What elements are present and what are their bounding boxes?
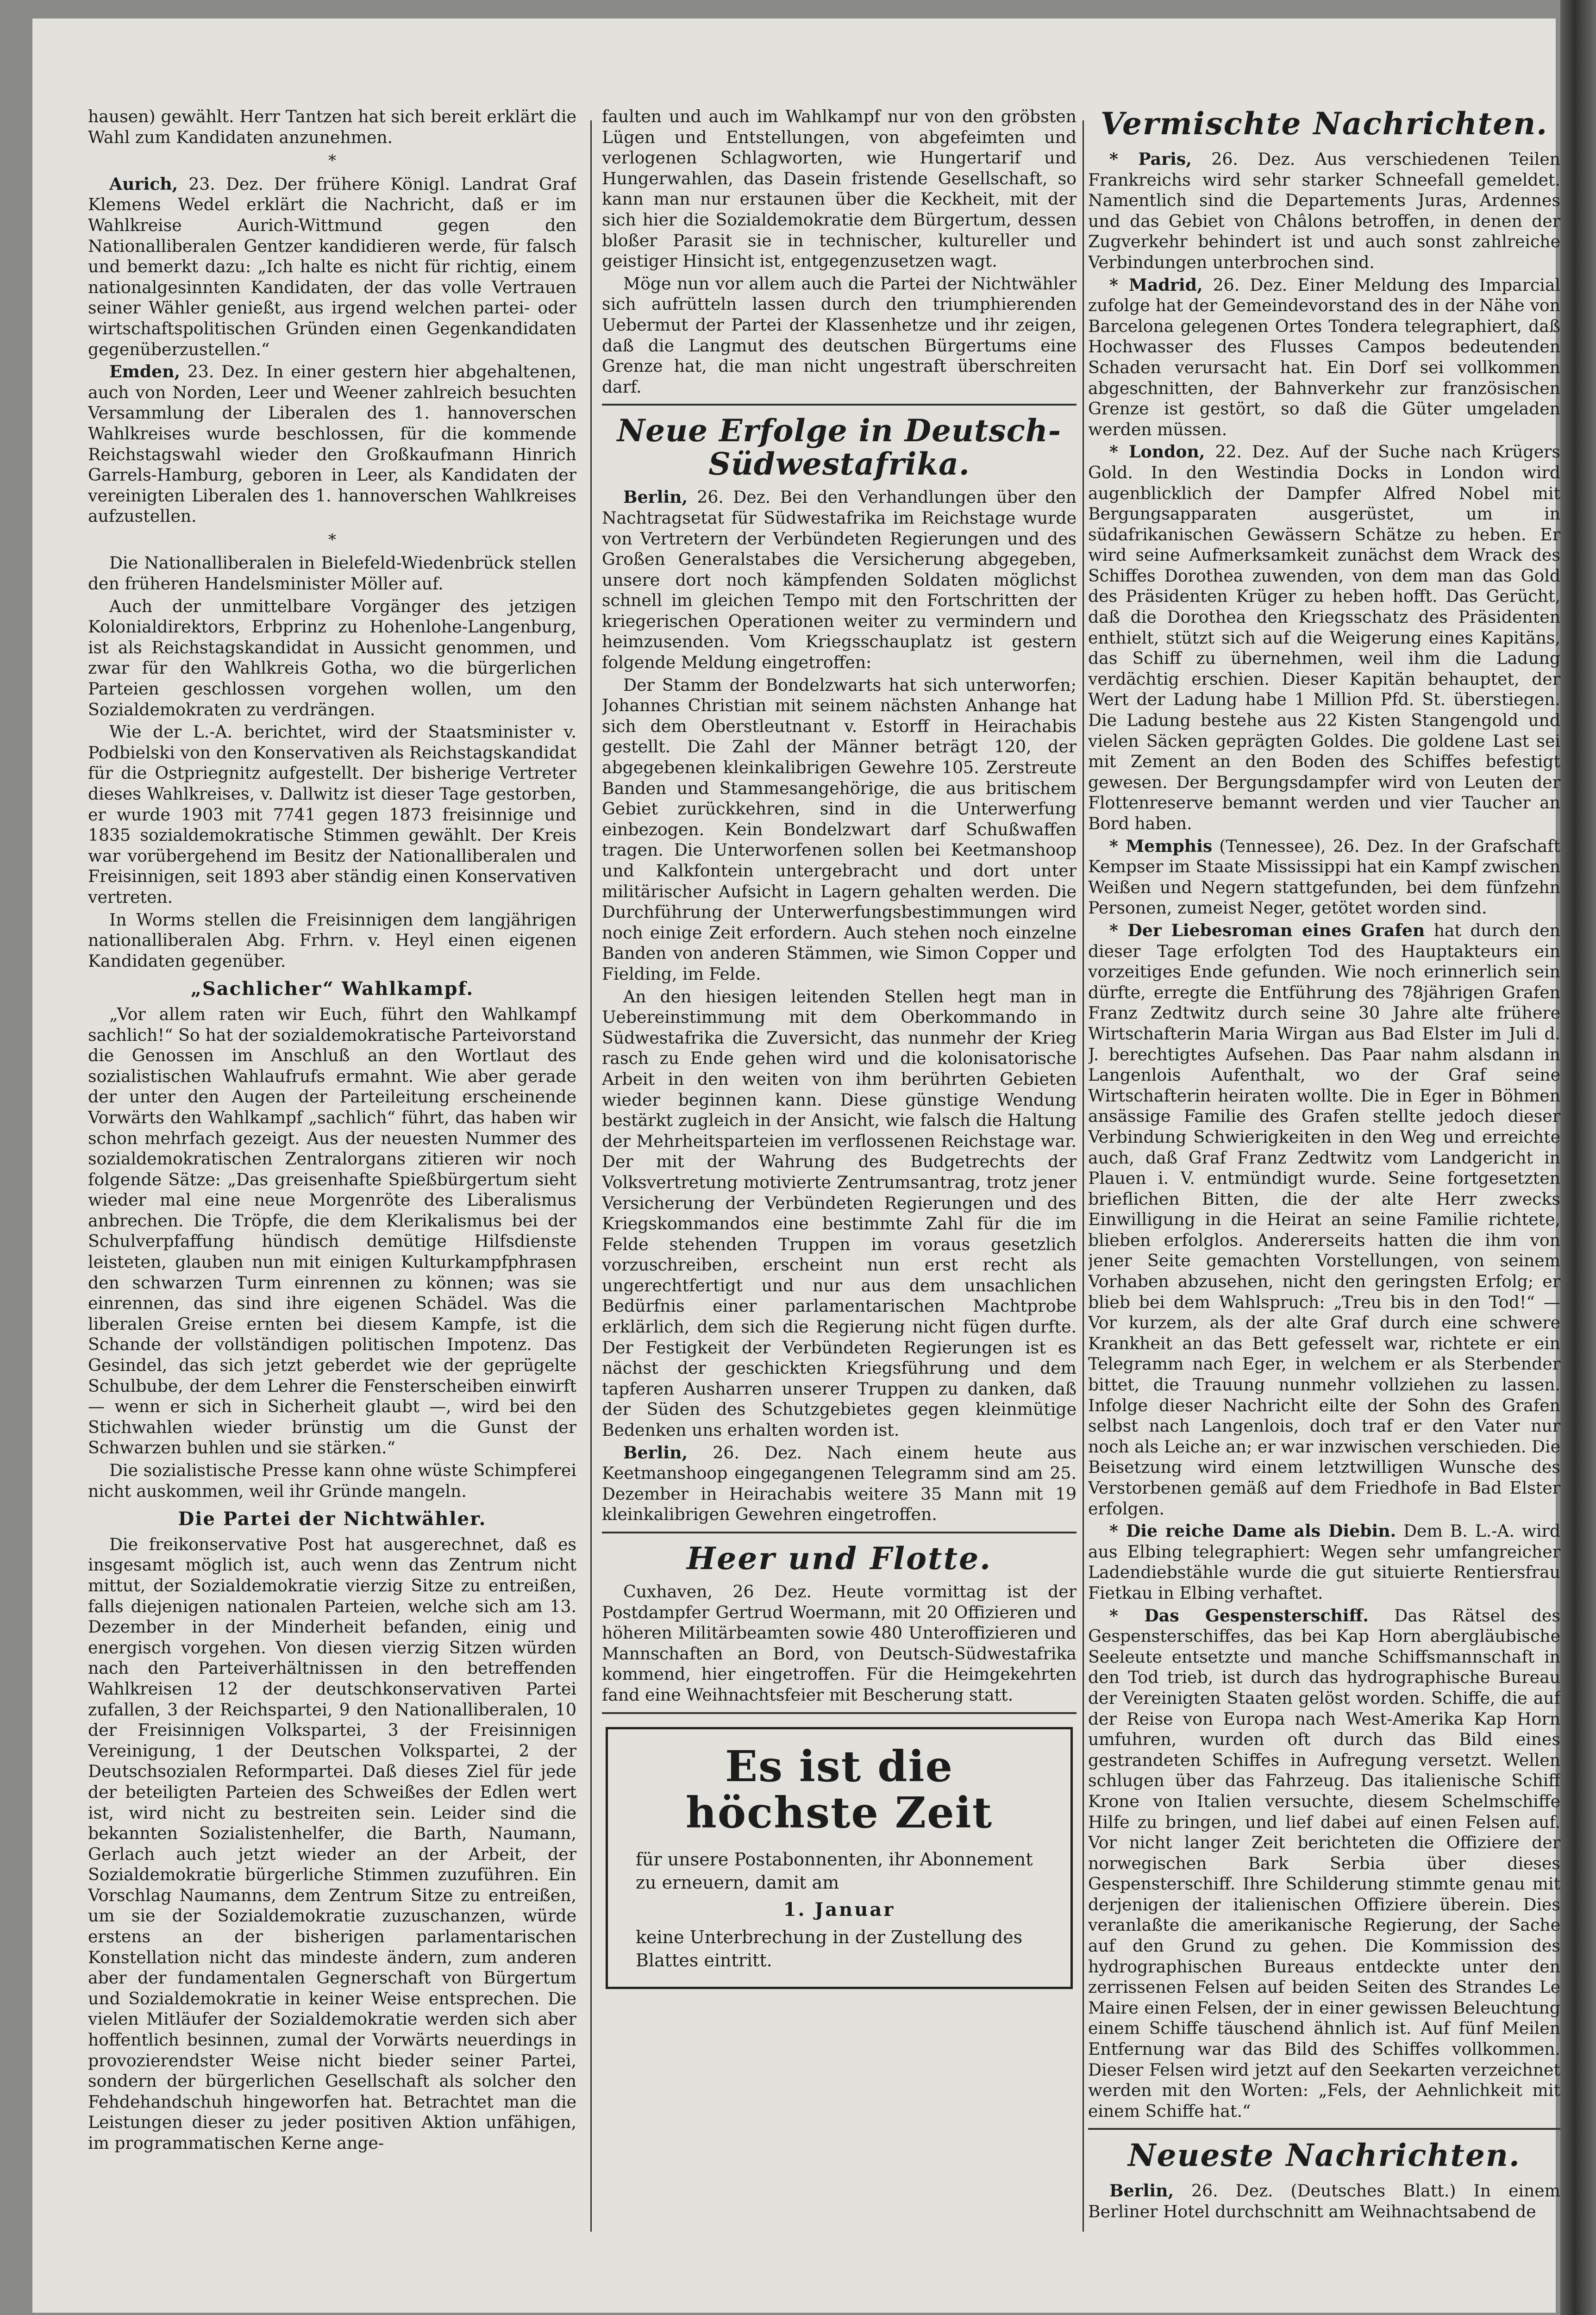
dateline-city: * Paris, <box>1109 149 1192 169</box>
section-rule <box>602 404 1077 406</box>
article-paragraph <box>1088 920 1560 1519</box>
article-text: (Tennessee), 26. Dez. In der Grafschaft Kempser im Staate Mississippi hat ein Kampf zwischen Weißen und Negern stattgefunden, bei dem fünfzehn Personen, zumeist Neger, getötet worden sind. <box>1088 836 1560 918</box>
article-paragraph: Die freikonservative Post hat ausgerechnet, daß es insgesamt möglich ist, auch wenn das Zentrum nicht mittut, der Sozialdemokratie vierzig Sitze zu entreißen, falls diejenigen nationalen Parteien, welche sich am 13. Dezember in der Minderheit befanden, einig und energisch vorgehen. Von diesen vierzig Sitzen würden nach den Parteiverhältnissen in den betreffenden Wahlkreisen 12 der deutschkonservativen Partei zufallen, 3 der Reichspartei, 9 den Nationalliberalen, 10 der Freisinnigen Volkspartei, 3 der Freisinnigen Vereinigung, 1 der Deutschen Volkspartei, 2 der Deutschsozialen Reformpartei. Daß dieses Ziel für jede der beteiligten Parteien des Schweißes der Edlen wert ist, wird nicht zu bestreiten sein. Leider sind die bekannten Sozialistenhelfer, die Barth, Naumann, Gerlach auch jetzt wieder an der Arbeit, der Sozialdemokratie bürgerliche Stimmen zuzuführen. Ein Vorschlag Naumanns, dem Zentrum Sitze zu entreißen, um sie der Sozialdemokratie zuzuschanzen, würde erstens an der bisherigen parlamentarischen Konstellation nicht das mindeste ändern, zum anderen aber der fundamentalen Gegnerschaft von Bürgertum und Sozialdemokratie in keiner Weise entsprechen. Die vielen Mitläufer der Sozialdemokratie werden sich aber hoffentlich besinnen, zumal der Vorwärts neuerdings in provozierendster Weise nicht bieder seiner Partei, sondern der bürgerlichen Gesellschaft als solcher den Fehdehandschuh hingeworfen hat. Betrachtet man die Leistungen dieser zu jeder positiven Aktion unfähigen, im programmatischen Kerne ange- <box>88 1534 576 2153</box>
section-heading: Neue Erfolge in Deutsch-Südwestafrika. <box>617 413 1062 482</box>
column-right <box>1088 106 1560 2255</box>
article-paragraph <box>602 1443 1077 1525</box>
article-text: 26. Dez. Einer Meldung des Imparcial zufolge hat der Gemeindevorstand des in der Nähe von Barcelona gelegenen Ortes Tondera telegraphiert, daß Hochwasser des Flusses Campos bedeutenden Schaden verursacht hat. Ein Dorf sei vollkommen abgeschnitten, der Bahnverkehr zur französischen Grenze ist gestört, so daß die Güter umgeladen werden müssen. <box>1088 275 1560 439</box>
article-paragraph: Die sozialistische Presse kann ohne wüste Schimpferei nicht auskommen, weil ihr Gründe mangeln. <box>88 1460 576 1501</box>
article-paragraph: hausen) gewählt. Herr Tantzen hat sich bereit erklärt die Wahl zum Kandidaten anzunehmen. <box>88 106 576 147</box>
subscription-notice-box <box>606 1727 1073 1990</box>
dateline-city: Berlin, <box>1109 2181 1174 2201</box>
dateline-city: Berlin, <box>623 1442 688 1463</box>
dateline-city: Cuxhaven, <box>623 1582 713 1602</box>
article-paragraph <box>1088 149 1560 273</box>
section-heading: Heer und Flotte. <box>686 1540 992 1577</box>
article-paragraph: Auch der unmittelbare Vorgänger des jetzigen Kolonialdirektors, Erbprinz zu Hohenlohe-Langenburg, ist als Reichstagskandidat in Aussicht genommen, und zwar für den Wahlkreis Gotha, wo die bürgerlichen Parteien geschlossen vorgehen wollen, um den Sozialdemokraten zu verdrängen. <box>88 596 576 720</box>
section-heading: Neueste Nachrichten. <box>1128 2137 1521 2174</box>
article-paragraph: „Vor allem raten wir Euch, führt den Wahlkampf sachlich!“ So hat der sozialdemokratische Parteivorstand die Genossen im Anschluß an den Wortlaut des sozialistischen Wahlaufrufs ermahnt. Wie aber gerade der unter den Augen der Parteileitung erscheinende Vorwärts den Wahlkampf „sachlich“ führt, das haben wir schon mehrfach gezeigt. Aus der neuesten Nummer des sozialdemokratischen Zentralorgans zitieren wir noch folgende Sätze: „Das greisenhafte Spießbürgertum sieht wieder mal eine neue Morgenröte des Liberalismus anbrechen. Die Tröpfe, die dem Klerikalismus bei der Schulverpfaffung hündisch demütige Hilfsdienste leisteten, glauben nun mit einigen Kulturkampfphrasen den schwarzen Turm einrennen zu können; was sie einrennen, das sind ihre eigenen Schädel. Was die liberalen Greise ernten bei diesem Kampfe, ist die Schande der vollständigen politischen Impotenz. Das Gesindel, das sich jetzt geberdet wie der geprügelte Schulbube, der dem Lehrer die Fensterscheiben einwirft — wenn er sich in Sicherheit glaubt —, wird bei den Stichwahlen wieder brünstig um die Gunst der Schwarzen buhlen und sie stärken.“ <box>88 1004 576 1458</box>
article-paragraph: Möge nun vor allem auch die Partei der Nichtwähler sich aufrütteln lassen durch den triumphierenden Uebermut der Partei der Klassenhetze und ihr zeigen, daß die Langmut des deutschen Bürgertums eine Grenze hat, die man nicht ungestraft überschreiten darf. <box>602 273 1077 397</box>
dateline-city: * Memphis <box>1109 836 1213 856</box>
article-text: hat durch den dieser Tage erfolgten Tod des Hauptakteurs ein vorzeitiges Ende gefunden. Wie noch erinnerlich sein dürfte, erregte die Entführung des 78jährigen Grafen Franz Zedtwitz durch seine 30 Jahre alte frühere Wirtschafterin Maria Wirgan aus Bad Elster im Juli d. J. berechtigtes Aufsehen. Das Paar nahm alsdann in Langenlois Aufenthalt, wo der Graf seine Wirtschafterin heiraten wollte. Die in Eger in Böhmen ansässige Familie des Grafen stellte jedoch dieser Verbindung Schwierigkeiten in den Weg und erreichte auch, daß Graf Franz Zedtwitz vom Landgericht in Plauen i. V. entmündigt wurde. Seine fortgesetzten brieflichen Bitten, die der alte Herr zwecks Einwilligung in die Heirat an seine Familie richtete, blieben erfolglos. Andererseits hatten die ihm von jener Seite gemachten Vorstellungen, von seinem Vorhaben abzusehen, nicht den geringsten Erfolg; er blieb bei dem Wahlspruch: „Treu bis in den Tod!“ — Vor kurzem, als der alte Graf durch eine schwere Krankheit an das Bett gefesselt war, richtete er ein Telegramm nach Eger, in welchem er als Sterbender bittet, die Trauung nunmehr vollziehen zu lassen. Infolge dieser Nachricht eilte der Sohn des Grafen selbst nach Langenlois, doch traf er den Vater nur noch als Leiche an; er war inzwischen verschieden. Die Beisetzung wird einem letztwilligen Wunsche des Verstorbenen gemäß auf dem Friedhofe in Bad Elster erfolgen. <box>1088 920 1560 1519</box>
article-paragraph: An den hiesigen leitenden Stellen hegt man in Uebereinstimmung mit dem Oberkommando in Südwestafrika die Zuversicht, das nunmehr der Krieg rasch zu Ende gehen wird und die kolonisatorische Arbeit in den weiten von ihm berührten Gebieten wieder beginnen kann. Diese günstige Wendung bestärkt zugleich in der Ansicht, wie falsch die Haltung der Mehrheitsparteien im verflossenen Reichstage war. Der mit der Wahrung des Budgetrechts der Volksvertretung motivierte Zentrumsantrag, trotz jener Versicherung der Verbündeten Regierungen und des Kriegskommandos eine bestimmte Zahl für die im Felde stehenden Truppen im voraus gesetzlich vorzuschreiben, erscheint nun erst recht als ungerechtfertigt und nur aus dem unsachlichen Bedürfnis einer parlamentarischen Machtprobe erklärlich, dem sich die Regierung nicht fügen durfte. Der Festigkeit der Verbündeten Regierungen ist es nächst der geschickten Kriegsführung und dem tapferen Ausharren unserer Truppen zu danken, daß der Süden des Schutzgebietes gegen kleinmütige Bedenken uns erhalten worden ist. <box>602 986 1077 1440</box>
article-text: 23. Dez. Der frühere Königl. Landrat Graf Klemens Wedel erklärt die Nachricht, daß er im Wahlkreise Aurich-Wittmund gegen den Nationalliberalen Gentzer kandidieren werde, für falsch und bemerkt dazu: „Ich halte es nicht für richtig, einem nationalgesinnten Kandidaten, der das volle Vertrauen seiner Wähler genießt, aus irgend welchen partei- oder wirtschaftspolitischen Gründen einen Gegenkandidaten gegenüberzustellen.“ <box>88 174 576 359</box>
notice-title: Es ist die höchste Zeit <box>685 1741 993 1838</box>
article-paragraph <box>88 174 576 360</box>
article-text: 26 Dez. Heute vormittag ist der Postdampfer Gertrud Woermann, mit 20 Offizieren und höheren Militärbeamten sowie 480 Unteroffizieren und Mannschaften an Bord, von Deutsch-Südwestafrika kommend, hier eingetroffen. Für die Heimgekehrten fand eine Weihnachtsfeier mit Bescherung statt. <box>602 1582 1077 1705</box>
dateline-city: Emden, <box>109 362 181 382</box>
article-text: 23. Dez. In einer gestern hier abgehaltenen, auch von Norden, Leer und Weener zahlreich besuchten Versammlung der Liberalen des 1. hannoverschen Wahlkreises wurde beschlossen, für die kommende Reichstagswahl wieder den Großkaufmann Hinrich Garrels-Hamburg, geboren in Leer, als Kandidaten der vereinigten Liberalen des 1. hannoverschen Wahlkreises aufzustellen. <box>88 362 576 526</box>
notice-date: 1. Januar <box>783 1898 895 1921</box>
section-subheading: „Sachlicher“ Wahlkampf. <box>190 978 474 1000</box>
dateline-city: * Madrid, <box>1109 275 1203 295</box>
section-rule <box>602 1532 1077 1533</box>
page-binding-edge <box>1560 0 1596 2315</box>
dateline-city: Berlin, <box>623 487 688 507</box>
article-paragraph <box>1088 1521 1560 1603</box>
article-text: Das Rätsel des Gespensterschiffes, das bei Kap Horn abergläubische Seeleute entsetzte und manche Schiffsmannschaft in den Tod trieb, ist durch das hydrographische Bureau der Vereinigten Staaten gelöst worden. Schiffe, die auf der Reise von Europa nach West-Amerika Kap Horn umfuhren, wurden oft durch das Bild eines gestrandeten Schiffes in Aufregung versetzt. Wellen schlugen über das Fahrzeug. Das italienische Schiff Krone von Italien versuchte, diesem Schelmschiffe Hilfe zu bringen, und lief dabei auf einen Felsen auf. Vor nicht langer Zeit berichteten die Offiziere der norwegischen Bark Serbia über dieses Gespensterschiff. Ihre Schilderung stimmte genau mit derjenigen der italienischen Offiziere überein. Dies veranlaßte die amerikanische Regierung, der Sache auf den Grund zu gehen. Die Kommission des hydrographischen Bureaus entdeckte unter den zerrissenen Felsen auf beiden Seiten des Strandes Le Maire einen Felsen, der in einer gewissen Beleuchtung einem Schiffe täuschend ähnlich ist. Auf fünf Meilen Entfernung war das Bild des Schiffes vollkommen. Dieser Felsen wird jetzt auf den Seekarten verzeichnet werden mit den Worten: „Fels, der Aehnlichkeit mit einem Schiffe hat.“ <box>1088 1605 1560 2121</box>
article-paragraph: faulten und auch im Wahlkampf nur von den gröbsten Lügen und Entstellungen, von abgefeimten und verlogenen Schlagworten, wie Hungertarif und Hungerwahlen, das Dasein fristende Gesellschaft, so kann man nur erstaunen über die Keckheit, mit der sich hier die Sozialdemokratie dem Bürgertum, dessen bloßer Parasit sie in technischer, kultureller und geistiger Hinsicht ist, entgegenzusetzen wagt. <box>602 106 1077 271</box>
column-middle <box>602 106 1077 2255</box>
notice-text: für unsere Postabonnenten, ihr Abonnement zu erneuern, damit am <box>636 1849 1033 1893</box>
article-text: 26. Dez. Nach einem heute aus Keetmanshoop eingegangenen Telegramm sind am 25. Dezember in Heirachabis weitere 35 Mann mit 19 kleinkalibrigen Gewehren eingetroffen. <box>602 1442 1077 1525</box>
article-text: 26. Dez. (Deutsches Blatt.) In einem Berliner Hotel durchschnitt am Weihnachtsabend de <box>1088 2181 1560 2221</box>
column-divider <box>1083 120 1084 2232</box>
article-paragraph <box>602 487 1077 673</box>
article-text: 26. Dez. Bei den Verhandlungen über den Nachtragsetat für Südwestafrika im Reichstage wurde von Vertretern der Verbündeten Regierungen und des Großen Generalstabes die Versicherung abgegeben, unsere dort noch kämpfenden Soldaten möglichst schnell im gleichen Tempo mit den Fortschritten der kriegerischen Operationen weiter zu vermindern und heimzusenden. Vom Kriegsschauplatz ist gestern folgende Meldung eingetroffen: <box>602 487 1077 673</box>
article-paragraph: Der Stamm der Bondelzwarts hat sich unterworfen; Johannes Christian mit seinem nächsten Anhange hat sich dem Oberstleutnant v. Estorff in Heirachabis gestellt. Die Zahl der Männer beträgt 120, der abgegebenen kleinkalibrigen Gewehre 105. Zerstreute Banden und Stammesangehörige, die aus britischem Gebiet zurückkehren, sind in die Unterwerfung einbezogen. Kein Bondelzwart darf Schußwaffen tragen. Die Unterworfenen sollen bei Keetmanshoop und Kalkfontein untergebracht und dort unter militärischer Aufsicht in Lagern gehalten werden. Die Durchführung der Unterwerfungsbestimmungen wird noch einige Zeit erfordern. Auch stehen noch einzelne Banden von anderen Stämmen, wie Simon Copper und Fielding, im Felde. <box>602 675 1077 984</box>
article-text: 22. Dez. Auf der Suche nach Krügers Gold. In den Westindia Docks in London wird augenblicklich der Dampfer Alfred Nobel mit Bergungsapparaten ausgerüstet, um in südafrikanischen Gewässern Schätze zu heben. Er wird seine Aufmerksamkeit zunächst dem Wrack des Schiffes Dorothea zuwenden, von dem man das Gold des Präsidenten Krüger zu heben hofft. Das Gerücht, daß die Dorothea den Kriegsschatz des Präsidenten enthielt, stützt sich auf die Weigerung eines Kapitäns, das Schiff zu übernehmen, weil ihm die Ladung verdächtig erschien. Dieser Kapitän behauptet, der Wert der Ladung habe 1 Million Pfd. St. überstiegen. Die Ladung bestehe aus 22 Kisten Stangengold und vielen Säcken geprägten Goldes. Die goldene Last sei mit Zement an den Boden des Schiffes befestigt gewesen. Der Bergungsdampfer wird von Leuten der Flottenreserve bemannt werden und vier Taucher an Bord haben. <box>1088 442 1560 833</box>
article-text: 26. Dez. Aus verschiedenen Teilen Frankreichs wird sehr starker Schneefall gemeldet. Namentlich sind die Departements Juras, Ardennes und das Gebiet von Châlons betroffen, in denen der Zugverkehr behindert ist und auch sonst zahlreiche Verbindungen unterbrochen sind. <box>1088 149 1560 272</box>
column-left <box>88 106 576 2255</box>
section-subheading: Die Partei der Nichtwähler. <box>178 1508 487 1530</box>
item-title: * Der Liebesroman eines Grafen <box>1109 920 1425 940</box>
article-paragraph <box>1088 442 1560 834</box>
section-heading: Vermischte Nachrichten. <box>1100 106 1548 142</box>
item-title: * Das Gespensterschiff. <box>1109 1605 1369 1626</box>
article-paragraph: Wie der L.-A. berichtet, wird der Staatsminister v. Podbielski von den Konservativen als Reichstagskandidat für die Ostpriegnitz aufgestellt. Der bisherige Vertreter dieses Wahlkreises, v. Dallwitz ist dieser Tage gestorben, er wurde 1903 mit 7741 gegen 1873 freisinnige und 1835 sozialdemokratische Stimmen gewählt. Der Kreis war vorübergehend im Besitz der Nationalliberalen und Freisinnigen, seit 1893 aber ständig einen Konservativen vertreten. <box>88 722 576 907</box>
article-paragraph <box>1088 1606 1560 2122</box>
item-title: * Die reiche Dame als Diebin. <box>1109 1521 1396 1541</box>
article-paragraph <box>1088 2181 1560 2222</box>
separator-star: * <box>328 151 336 170</box>
dateline-city: * London, <box>1109 442 1205 462</box>
article-paragraph <box>1088 275 1560 440</box>
dateline-city: Aurich, <box>109 174 178 194</box>
article-paragraph <box>1088 836 1560 919</box>
column-divider <box>590 120 592 2232</box>
notice-text: keine Unterbrechung in der Zustellung des Blattes eintritt. <box>636 1927 1023 1971</box>
article-text: Dem B. L.-A. wird aus Elbing telegraphiert: Wegen sehr umfangreicher Ladendiebstähle wurde die gut situierte Rentiersfrau Fietkau in Elbing verhaftet. <box>1088 1521 1560 1603</box>
article-paragraph: In Worms stellen die Freisinnigen dem langjährigen nationalliberalen Abg. Frhrn. v. Heyl einen eigenen Kandidaten gegenüber. <box>88 909 576 971</box>
section-rule <box>602 1712 1077 1714</box>
article-paragraph: Die Nationalliberalen in Bielefeld-Wiedenbrück stellen den früheren Handelsminister Möller auf. <box>88 553 576 594</box>
section-rule <box>1088 2128 1560 2130</box>
separator-star: * <box>328 530 336 549</box>
article-paragraph <box>88 362 576 527</box>
article-paragraph <box>602 1582 1077 1706</box>
